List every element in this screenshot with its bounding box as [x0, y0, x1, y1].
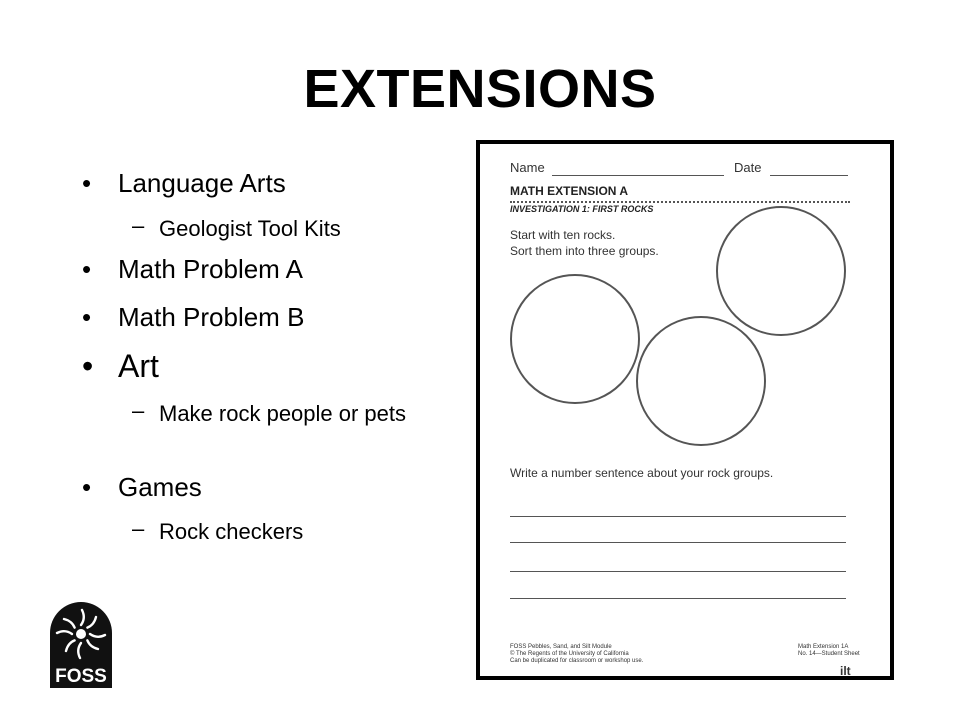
footer-left-line: Can be duplicated for classroom or workshop use. — [510, 658, 644, 664]
footer-left-line: © The Regents of the University of California — [510, 651, 629, 657]
bullet-label: Math Problem B — [118, 302, 305, 332]
dotted-divider — [510, 201, 850, 203]
date-label: Date — [734, 160, 762, 175]
writing-line — [510, 542, 846, 543]
bullet-glyph: • — [82, 168, 92, 198]
writing-line — [510, 598, 846, 599]
instruction-line-2: Sort them into three groups. — [510, 244, 659, 258]
writing-line — [510, 571, 846, 572]
name-line — [552, 175, 724, 176]
bullet-label: Games — [118, 472, 202, 502]
sort-circle — [636, 316, 766, 446]
footer-left-line: FOSS Pebbles, Sand, and Silt Module — [510, 644, 612, 650]
bullet-label: Math Problem A — [118, 254, 303, 284]
foss-logo — [48, 600, 114, 688]
bullet-label: Art — [118, 348, 159, 384]
name-label: Name — [510, 160, 545, 175]
writing-line — [510, 516, 846, 517]
bullet-label: Language Arts — [118, 168, 286, 198]
worksheet-subheading: INVESTIGATION 1: FIRST ROCKS — [510, 204, 654, 214]
sub-bullet-label: Make rock people or pets — [159, 401, 407, 426]
sort-circle — [716, 206, 846, 336]
dash-glyph: – — [132, 398, 145, 423]
writing-prompt: Write a number sentence about your rock groups. — [510, 466, 774, 480]
sub-bullet-label: Geologist Tool Kits — [159, 216, 341, 241]
bullet-glyph: • — [82, 472, 92, 502]
bullet-glyph: • — [82, 254, 92, 284]
date-line — [770, 175, 848, 176]
footer-right-line: Math Extension 1A — [798, 644, 849, 650]
worksheet-heading: MATH EXTENSION A — [510, 184, 629, 198]
dash-glyph: – — [132, 516, 145, 541]
bullet-glyph: • — [82, 348, 94, 384]
dash-glyph: – — [132, 213, 145, 238]
footer-right-line: No. 14—Student Sheet — [798, 651, 860, 657]
bullet-glyph: • — [82, 302, 92, 332]
credit-text: ilt — [840, 664, 851, 678]
instruction-line-1: Start with ten rocks. — [510, 228, 616, 242]
page-title: EXTENSIONS — [303, 59, 657, 119]
worksheet-footer-left — [510, 644, 643, 665]
sort-circle — [510, 274, 640, 404]
foss-logo-icon — [48, 600, 114, 688]
worksheet-image — [476, 140, 894, 680]
logo-text: FOSS — [55, 666, 107, 687]
sub-bullet-label: Rock checkers — [159, 519, 304, 544]
worksheet-footer-right — [798, 644, 860, 658]
